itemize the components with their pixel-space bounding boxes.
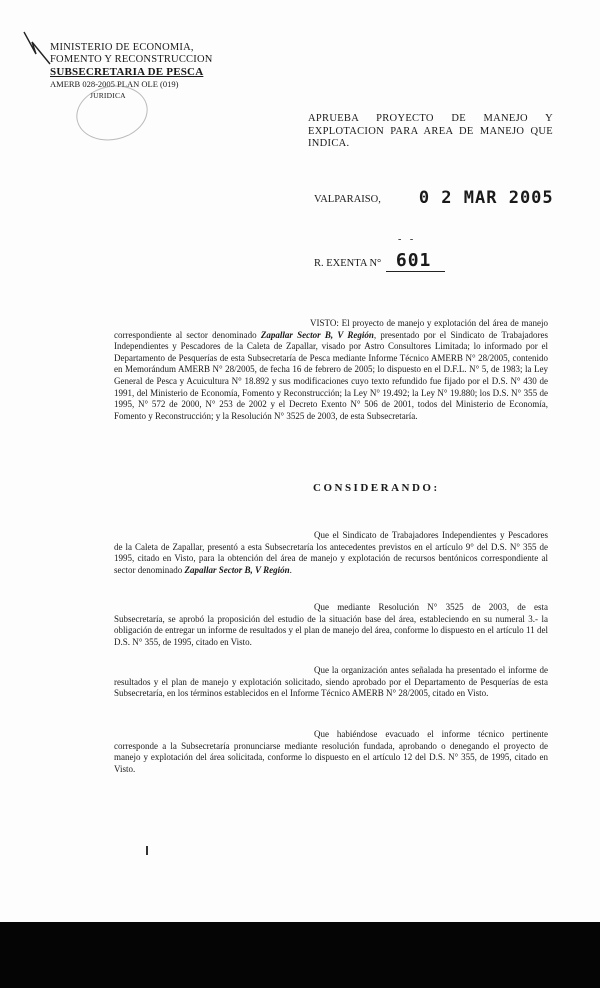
letterhead-reference: AMERB 028-2005 PLAN OLE (019) bbox=[50, 79, 179, 89]
letterhead-department: JURIDICA bbox=[90, 91, 126, 100]
visto-sector-name: Zapallar Sector B, V Región bbox=[260, 329, 374, 340]
considerando-heading: CONSIDERANDO: bbox=[313, 482, 440, 494]
letterhead-ministry: MINISTERIO DE ECONOMIA, bbox=[50, 42, 194, 53]
margin-mark bbox=[146, 846, 148, 855]
handwritten-dashes: - - bbox=[398, 234, 417, 245]
considerando-paragraph-1: Que el Sindicato de Trabajadores Independientes y Pescadores de la Caleta de Zapallar, presentó a esta Subsecretaría los antecedentes previstos en el artículo 9° del D.S. N° 355 de 1995, citado en Visto, para la obtención del área de manejo y explotación de recursos bentónicos correspondiente al sector denominado Zapallar Sector B, V Región. bbox=[114, 530, 548, 575]
letterhead-subsecretaria: SUBSECRETARIA DE PESCA bbox=[50, 66, 204, 78]
exenta-number: 601 bbox=[386, 250, 446, 272]
letterhead-ministry-2: FOMENTO Y RECONSTRUCCION bbox=[50, 54, 213, 65]
exenta-line bbox=[314, 250, 445, 272]
considerando-paragraph-2: Que mediante Resolución N° 3525 de 2003, de esta Subsecretaría, se aprobó la proposición del estudio de la situación base del área, estableciendo en su numeral 3.- la obligación de entregar un informe de resultados y el plan de manejo del área, conforme lo dispuesto en el artículo 11 del D.S. N° 355, de 1995, citado en Visto. bbox=[114, 602, 548, 647]
visto-lead: VISTO: bbox=[310, 318, 339, 328]
exenta-label: R. EXENTA N° bbox=[314, 258, 382, 269]
place-date-line bbox=[314, 187, 554, 207]
date-stamp: 0 2 MAR 2005 bbox=[418, 188, 554, 208]
place: VALPARAISO, bbox=[314, 194, 381, 205]
scan-bottom-border bbox=[0, 922, 600, 988]
considerando-paragraph-4: Que habiéndose evacuado el informe técnico pertinente corresponde a la Subsecretaría pronunciarse mediante resolución fundada, aprobando o denegando el proyecto de manejo y explotación del área solicitada, conforme lo dispuesto en el artículo 12 del D.S. N° 355, de 1995, citado en Visto. bbox=[114, 729, 548, 774]
p1-sector-name: Zapallar Sector B, V Región bbox=[184, 564, 290, 575]
resolution-title: APRUEBA PROYECTO DE MANEJO Y EXPLOTACION PARA AREA DE MANEJO QUE INDICA. bbox=[308, 113, 553, 149]
visto-paragraph: VISTO: El proyecto de manejo y explotación del área de manejo correspondiente al sector denominado Zapallar Sector B, V Región, presentado por el Sindicato de Trabajadores Independientes y Pescadores de la Caleta de Zapallar, visado por Astro Consultores Limitada; lo informado por el Departamento de Pesquerías de esta Subsecretaría de Pesca mediante Informe Técnico AMERB N° 28/2005, contenido en Memorándum AMERB N° 28/2005, de fecha 16 de febrero de 2005; lo dispuesto en el D.F.L. N° 5, de 1983; la Ley General de Pesca y Acuicultura N° 18.892 y sus modificaciones cuyo texto refundido fue fijado por el D.S. N° 430 de 1991, del Ministerio de Economía, Fomento y Reconstrucción; la Ley N° 19.492; la Ley N° 19.880; los D.S. N° 355 de 1995, N° 572 de 2000, N° 253 de 2002 y el Decreto Exento N° 506 de 2001, todos del Ministerio de Economía, Fomento y Reconstrucción; y la Resolución N° 3525 de 2003, de esta Subsecretaría. bbox=[114, 318, 548, 421]
considerando-paragraph-3: Que la organización antes señalada ha presentado el informe de resultados y el plan de manejo y explotación solicitado, siendo aprobado por el Departamento de Pesquerías de esta Subsecretaría, en los términos establecidos en el Informe Técnico AMERB N° 28/2005, citado en Visto. bbox=[114, 665, 548, 699]
